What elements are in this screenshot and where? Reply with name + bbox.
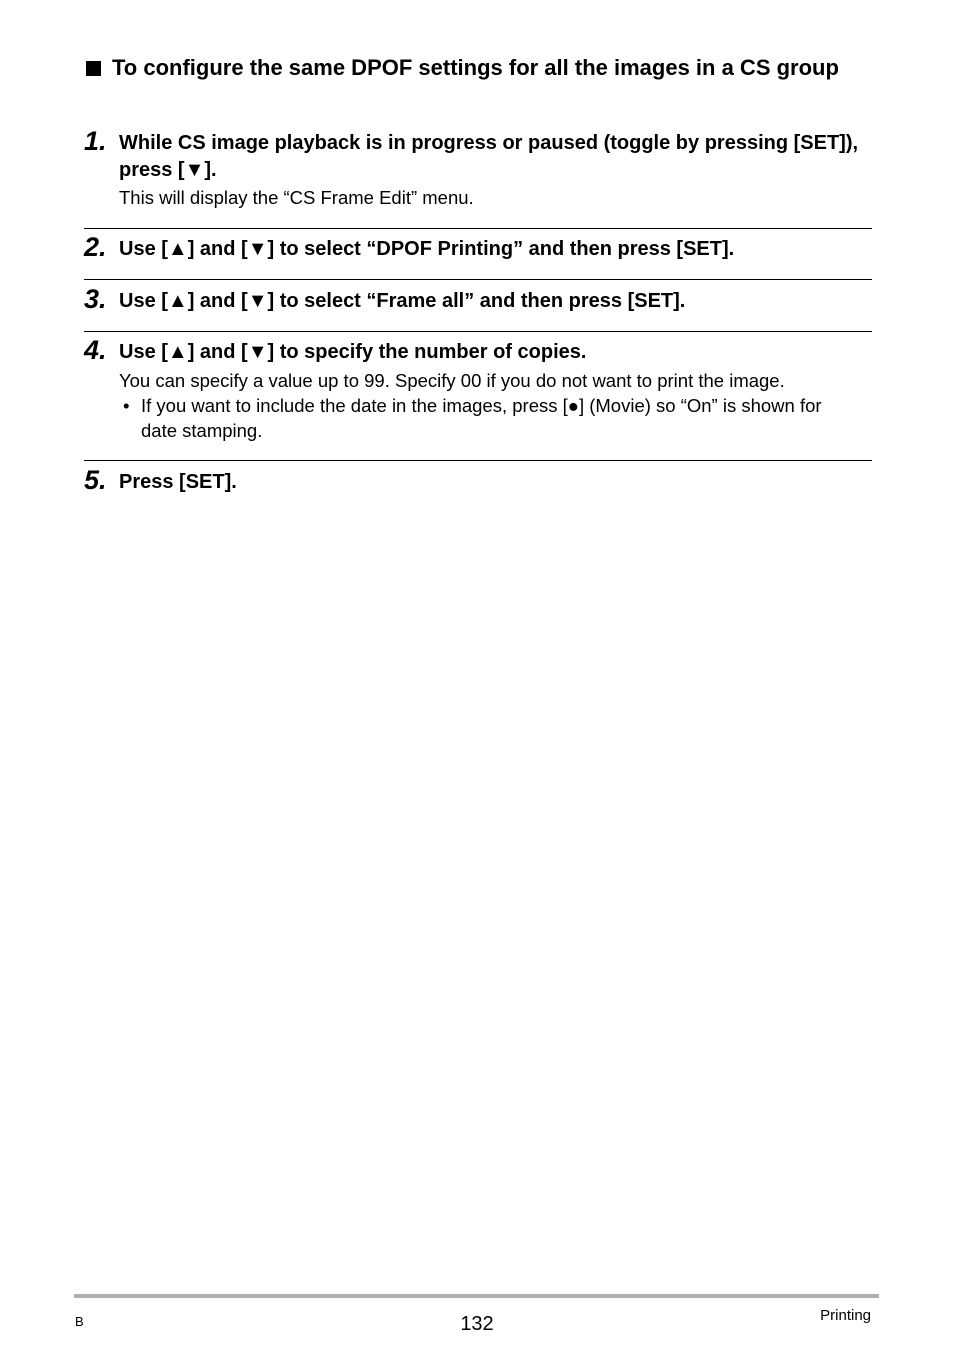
step-1 (84, 128, 874, 218)
step-title: Use [▲] and [▼] to specify the number of copies. (119, 341, 587, 363)
step-note (119, 393, 859, 443)
footer-left-mark: B (75, 1314, 84, 1329)
step-title: Use [▲] and [▼] to select “Frame all” and then press [SET]. (119, 290, 686, 312)
step-2 (84, 234, 874, 268)
step-number: 2. (84, 232, 107, 262)
step-number: 5. (84, 465, 107, 495)
square-bullet-icon (86, 61, 101, 76)
step-number: 4. (84, 335, 107, 365)
step-4 (84, 337, 874, 449)
step-number: 3. (84, 284, 107, 314)
step-title: Press [SET]. (119, 471, 237, 493)
step-number: 1. (84, 126, 107, 156)
section-heading-text: To configure the same DPOF settings for all the images in a CS group (112, 55, 839, 80)
page-number: 132 (460, 1313, 494, 1335)
step-description: You can specify a value up to 99. Specify 00 if you do not want to print the image. (119, 370, 785, 391)
step-divider (84, 279, 872, 280)
section-heading (84, 53, 844, 82)
step-description: This will display the “CS Frame Edit” menu. (119, 187, 474, 208)
bullet-dot-icon: • (123, 395, 130, 416)
step-divider (84, 460, 872, 461)
footer-rule (74, 1294, 879, 1298)
footer-section-label: Printing (820, 1307, 871, 1324)
step-divider (84, 331, 872, 332)
step-divider (84, 228, 872, 229)
step-title: While CS image playback is in progress or paused (toggle by pressing [SET]), press [▼]. (119, 132, 859, 181)
step-3 (84, 286, 874, 320)
step-title: Use [▲] and [▼] to select “DPOF Printing” and then press [SET]. (119, 238, 735, 260)
step-5 (84, 467, 874, 501)
step-note-text: If you want to include the date in the images, press [●] (Movie) so “On” is shown for date stamping. (141, 395, 822, 441)
